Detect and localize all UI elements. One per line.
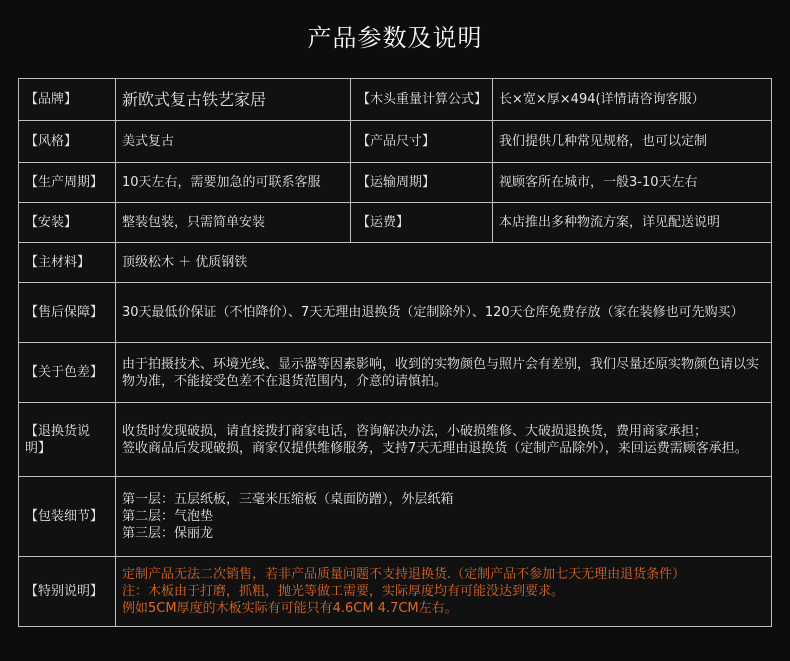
packaging-value bbox=[116, 477, 772, 557]
brand-label: 【品牌】 bbox=[19, 79, 116, 121]
production-period-value: 10天左右，需要加急的可联系客服 bbox=[116, 163, 351, 203]
main-material-label: 【主材料】 bbox=[19, 243, 116, 283]
packaging-line-3: 第三层：保丽龙 bbox=[122, 526, 214, 541]
return-policy-line-1: 收货时发现破损，请直接拨打商家电话，咨询解决办法，小破损维修、大破损退换货，费用商家承担； bbox=[122, 423, 708, 439]
packaging-line-1: 第一层：五层纸板，三毫米压缩板（桌面防蹭），外层纸箱 bbox=[122, 492, 454, 507]
table-row bbox=[19, 343, 772, 403]
color-difference-value bbox=[116, 343, 772, 403]
return-policy-line-2: 签收商品后发现破损，商家仅提供维修服务，支持7天无理由退换货（定制产品除外），来回运费需顾客承担。 bbox=[122, 440, 748, 456]
main-material-value bbox=[116, 243, 772, 283]
wood-weight-formula-label: 【木头重量计算公式】 bbox=[351, 79, 493, 121]
table-row bbox=[19, 79, 772, 121]
return-policy-value bbox=[116, 403, 772, 477]
installation-label: 【安装】 bbox=[19, 203, 116, 243]
table-row bbox=[19, 283, 772, 343]
spec-table bbox=[18, 78, 772, 627]
shipping-period-label: 【运输周期】 bbox=[351, 163, 493, 203]
table-row bbox=[19, 477, 772, 557]
brand-value: 新欧式复古铁艺家居 bbox=[116, 79, 351, 121]
after-sales-line: 30天最低价保证（不怕降价）、7天无理由退换货（定制除外）、120天仓库免费存放（家在装修也可先购买） bbox=[122, 305, 744, 320]
after-sales-value bbox=[116, 283, 772, 343]
style-label: 【风格】 bbox=[19, 121, 116, 163]
table-row bbox=[19, 203, 772, 243]
product-size-label: 【产品尺寸】 bbox=[351, 121, 493, 163]
style-value: 美式复古 bbox=[116, 121, 351, 163]
installation-value: 整装包装，只需简单安装 bbox=[116, 203, 351, 243]
table-row bbox=[19, 163, 772, 203]
table-row bbox=[19, 557, 772, 627]
color-difference-line: 由于拍摄技术、环境光线、显示器等因素影响，收到的实物颜色与照片会有差别，我们尽量还原实物颜色请以实物为准，不能接受色差不在退货范围内，介意的请慎拍。 bbox=[122, 356, 760, 389]
color-difference-label: 【关于色差】 bbox=[19, 343, 116, 403]
return-policy-label: 【退换货说明】 bbox=[19, 403, 116, 477]
shipping-fee-label: 【运费】 bbox=[351, 203, 493, 243]
page-title: 产品参数及说明 bbox=[307, 24, 483, 52]
production-period-label: 【生产周期】 bbox=[19, 163, 116, 203]
wood-weight-formula-value: 长×宽×厚×494(详情请咨询客服） bbox=[493, 79, 772, 121]
shipping-period-value: 视顾客所在城市，一般3-10天左右 bbox=[493, 163, 772, 203]
table-row bbox=[19, 243, 772, 283]
special-notes-value bbox=[116, 557, 772, 627]
table-row bbox=[19, 403, 772, 477]
special-notes-label: 【特别说明】 bbox=[19, 557, 116, 627]
packaging-line-2: 第二层：气泡垫 bbox=[122, 509, 214, 524]
after-sales-label: 【售后保障】 bbox=[19, 283, 116, 343]
special-notes-line-2: 注：木板由于打磨，抓粗，抛光等做工需要，实际厚度均有可能没达到要求。 bbox=[122, 584, 565, 599]
special-notes-line-1: 定制产品无法二次销售，若非产品质量问题不支持退换货.（定制产品不参加七天无理由退货条件） bbox=[122, 567, 686, 582]
main-material-line: 顶级松木 ＋ 优质钢铁 bbox=[122, 255, 248, 270]
shipping-fee-value: 本店推出多种物流方案，详见配送说明 bbox=[493, 203, 772, 243]
table-row bbox=[19, 121, 772, 163]
packaging-label: 【包装细节】 bbox=[19, 477, 116, 557]
special-notes-line-3: 例如5CM厚度的木板实际有可能只有4.6CM 4.7CM左右。 bbox=[122, 601, 458, 616]
product-size-value: 我们提供几种常见规格，也可以定制 bbox=[493, 121, 772, 163]
